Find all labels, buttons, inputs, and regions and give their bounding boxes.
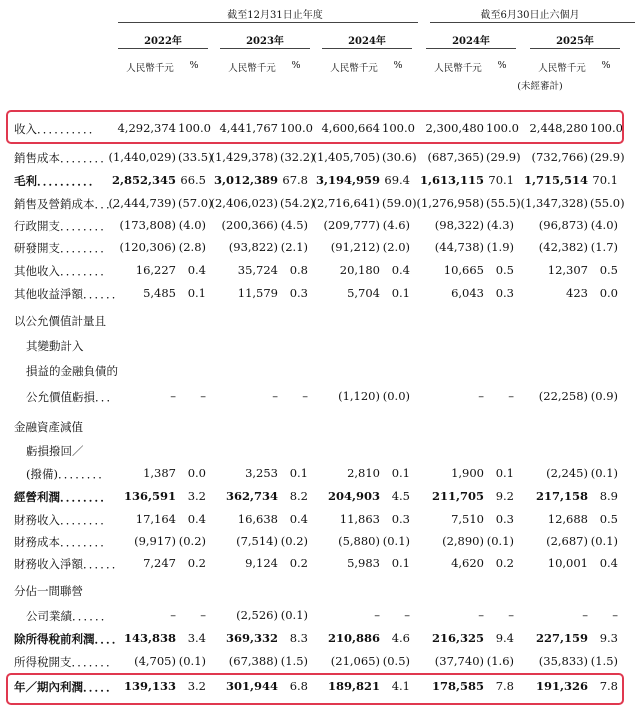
percent-cell: (0.1) <box>280 608 308 622</box>
row-label: 所得稅開支．．．．．．． <box>14 655 118 669</box>
percent-cell: (2.8) <box>178 240 206 254</box>
amount-cell: (173,808) <box>119 218 176 232</box>
percent-cell: 0.2 <box>289 556 308 570</box>
percent-cell: 0.1 <box>495 466 514 480</box>
percent-cell: (1.7) <box>590 240 618 254</box>
amount-cell: (7,514) <box>236 534 278 548</box>
row-label: 公允價值虧損．．． <box>26 390 118 404</box>
percent-cell: – <box>508 608 514 622</box>
percent-cell: 0.4 <box>187 263 206 277</box>
percent-cell: (55.5) <box>486 196 521 210</box>
percent-cell: (29.9) <box>590 150 625 164</box>
percent-cell: (2.0) <box>382 240 410 254</box>
percent-cell: 6.8 <box>289 679 308 693</box>
percent-cell: 4.6 <box>391 631 410 645</box>
header-group-interim-rule <box>430 22 635 23</box>
percent-cell: (1.6) <box>486 654 514 668</box>
amount-cell: (2,716,641) <box>312 196 380 210</box>
percent-cell: 9.4 <box>495 631 514 645</box>
unit-rmb-2025-h1: 人民幣千元 <box>538 63 586 74</box>
percent-cell: 0.4 <box>599 556 618 570</box>
amount-cell: 4,620 <box>451 556 484 570</box>
amount-cell: (42,382) <box>538 240 588 254</box>
row-label: 其他收益淨額．．．．．． <box>14 287 124 301</box>
percent-cell: (0.1) <box>486 534 514 548</box>
unit-rmb-2022: 人民幣千元 <box>126 63 174 74</box>
amount-cell: (209,777) <box>323 218 380 232</box>
amount-cell: (732,766) <box>531 150 588 164</box>
amount-cell: 3,012,389 <box>213 173 278 187</box>
unit-pct-2024-h1: % <box>497 60 507 71</box>
percent-cell: 3.2 <box>187 679 206 693</box>
amount-cell: 1,900 <box>451 466 484 480</box>
amount-cell: 2,448,280 <box>529 121 588 135</box>
percent-cell: (0.2) <box>178 534 206 548</box>
year-header-2024-h1: 2024年 <box>452 36 490 47</box>
amount-cell: (120,306) <box>119 240 176 254</box>
amount-cell: 204,903 <box>327 489 380 503</box>
amount-cell: 20,180 <box>339 263 380 277</box>
percent-cell: 0.3 <box>495 512 514 526</box>
amount-cell: 4,441,767 <box>219 121 278 135</box>
percent-cell: (4.3) <box>486 218 514 232</box>
percent-cell: (29.9) <box>486 150 521 164</box>
amount-cell: (4,705) <box>134 654 176 668</box>
year-rule-2024 <box>322 48 412 49</box>
unit-pct-2022: % <box>189 60 199 71</box>
row-label: 以公允價值計量且 <box>14 314 106 328</box>
table-row <box>0 336 640 356</box>
table-row <box>0 361 640 381</box>
amount-cell: (1,276,958) <box>416 196 484 210</box>
amount-cell: (93,822) <box>228 240 278 254</box>
amount-cell: 210,886 <box>327 631 380 645</box>
amount-cell: 5,485 <box>143 286 176 300</box>
percent-cell: 67.8 <box>282 173 308 187</box>
percent-cell: (4.0) <box>178 218 206 232</box>
amount-cell: 4,600,664 <box>321 121 380 135</box>
amount-cell: 211,705 <box>431 489 484 503</box>
amount-cell: 16,227 <box>135 263 176 277</box>
amount-cell: 5,983 <box>347 556 380 570</box>
amount-cell: 3,253 <box>245 466 278 480</box>
percent-cell: (30.6) <box>382 150 417 164</box>
unit-rmb-2024-h1: 人民幣千元 <box>434 63 482 74</box>
percent-cell: 8.2 <box>289 489 308 503</box>
table-row <box>0 148 640 168</box>
amount-cell: 301,944 <box>225 679 278 693</box>
table-row <box>0 532 640 552</box>
percent-cell: (0.1) <box>382 534 410 548</box>
header-group-annual-rule <box>118 22 418 23</box>
row-label: 財務收入．．．．．．．． <box>14 513 112 527</box>
percent-cell: (0.1) <box>590 466 618 480</box>
row-label: 經營利潤．．．．．．．． <box>14 490 112 504</box>
percent-cell: 0.4 <box>391 263 410 277</box>
table-row <box>0 581 640 601</box>
amount-cell: (9,917) <box>134 534 176 548</box>
percent-cell: 0.0 <box>187 466 206 480</box>
amount-cell: (22,258) <box>538 389 588 403</box>
percent-cell: (59.0) <box>382 196 417 210</box>
amount-cell: 178,585 <box>431 679 484 693</box>
highlight-profit-row <box>6 673 624 705</box>
table-row <box>0 261 640 281</box>
table-row <box>0 194 640 214</box>
amount-cell: 191,326 <box>535 679 588 693</box>
percent-cell: 0.2 <box>495 556 514 570</box>
amount-cell: 189,821 <box>327 679 380 693</box>
year-header-2024: 2024年 <box>348 36 386 47</box>
percent-cell: – <box>612 608 618 622</box>
amount-cell: (21,065) <box>330 654 380 668</box>
percent-cell: – <box>200 389 206 403</box>
amount-cell: 4,292,374 <box>117 121 176 135</box>
table-row <box>0 441 640 461</box>
percent-cell: 7.8 <box>495 679 514 693</box>
row-label: 財務收入淨額．．．．．． <box>14 557 124 571</box>
unit-pct-2025-h1: % <box>601 60 611 71</box>
percent-cell: (33.5) <box>178 150 213 164</box>
percent-cell: (54.2) <box>280 196 315 210</box>
amount-cell: 362,734 <box>225 489 278 503</box>
unit-rmb-2024: 人民幣千元 <box>330 63 378 74</box>
row-label: 除所得稅前利潤．．．． <box>14 632 124 646</box>
row-label: (撥備)．．．．．．．． <box>26 467 110 481</box>
percent-cell: 70.1 <box>592 173 618 187</box>
percent-cell: (0.9) <box>590 389 618 403</box>
amount-cell: – <box>374 608 380 622</box>
percent-cell: 0.0 <box>599 286 618 300</box>
unit-pct-2024: % <box>393 60 403 71</box>
amount-cell: 35,724 <box>237 263 278 277</box>
percent-cell: 3.4 <box>187 631 206 645</box>
percent-cell: 0.3 <box>391 512 410 526</box>
amount-cell: (1,440,029) <box>108 150 176 164</box>
percent-cell: 0.4 <box>289 512 308 526</box>
amount-cell: (37,740) <box>434 654 484 668</box>
row-label: 金融資產減值 <box>14 420 83 434</box>
amount-cell: 423 <box>566 286 588 300</box>
row-label: 年／期內利潤．．．．． <box>14 680 118 694</box>
percent-cell: 0.5 <box>599 263 618 277</box>
year-header-2025-h1: 2025年 <box>556 36 594 47</box>
header-group-annual: 截至12月31日止年度 <box>227 10 323 21</box>
table-row <box>0 171 640 191</box>
row-label: 研發開支．．．．．．．． <box>14 241 112 255</box>
amount-cell: 1,613,115 <box>419 173 484 187</box>
percent-cell: 0.4 <box>187 512 206 526</box>
amount-cell: – <box>272 389 278 403</box>
year-header-2023: 2023年 <box>246 36 284 47</box>
amount-cell: 227,159 <box>535 631 588 645</box>
amount-cell: (35,833) <box>538 654 588 668</box>
table-row <box>0 387 640 407</box>
percent-cell: 9.2 <box>495 489 514 503</box>
amount-cell: 1,715,514 <box>523 173 588 187</box>
percent-cell: 100.0 <box>280 121 313 135</box>
amount-cell: (2,406,023) <box>210 196 278 210</box>
percent-cell: 0.1 <box>391 466 410 480</box>
percent-cell: 0.2 <box>187 556 206 570</box>
percent-cell: 0.1 <box>391 556 410 570</box>
amount-cell: 12,688 <box>547 512 588 526</box>
amount-cell: – <box>170 608 176 622</box>
percent-cell: (0.1) <box>178 654 206 668</box>
percent-cell: (0.0) <box>382 389 410 403</box>
row-label: 公司業績．．．．．． <box>26 609 113 623</box>
amount-cell: (687,365) <box>427 150 484 164</box>
amount-cell: (96,873) <box>538 218 588 232</box>
percent-cell: 4.1 <box>391 679 410 693</box>
amount-cell: 6,043 <box>451 286 484 300</box>
amount-cell: 2,810 <box>347 466 380 480</box>
amount-cell: (98,322) <box>434 218 484 232</box>
percent-cell: (32.2) <box>280 150 315 164</box>
percent-cell: (0.2) <box>280 534 308 548</box>
percent-cell: 3.2 <box>187 489 206 503</box>
percent-cell: – <box>200 608 206 622</box>
unit-rmb-2023: 人民幣千元 <box>228 63 276 74</box>
percent-cell: 100.0 <box>590 121 623 135</box>
amount-cell: 16,638 <box>237 512 278 526</box>
percent-cell: (0.1) <box>590 534 618 548</box>
percent-cell: 0.1 <box>289 466 308 480</box>
table-row <box>0 487 640 507</box>
row-label: 其他收入．．．．．．．． <box>14 264 112 278</box>
amount-cell: 136,591 <box>123 489 176 503</box>
amount-cell: (2,526) <box>236 608 278 622</box>
table-row <box>0 311 640 331</box>
amount-cell: 7,247 <box>143 556 176 570</box>
amount-cell: 5,704 <box>347 286 380 300</box>
percent-cell: 0.3 <box>495 286 514 300</box>
amount-cell: (1,405,705) <box>312 150 380 164</box>
row-label: 損益的金融負債的 <box>26 364 118 378</box>
year-rule-2023 <box>220 48 310 49</box>
percent-cell: (57.0) <box>178 196 213 210</box>
header-group-interim: 截至6月30日止六個月 <box>480 10 580 21</box>
table-row <box>0 606 640 626</box>
table-row <box>0 216 640 236</box>
year-rule-2022 <box>118 48 208 49</box>
amount-cell: 10,665 <box>443 263 484 277</box>
percent-cell: – <box>404 608 410 622</box>
amount-cell: 12,307 <box>547 263 588 277</box>
percent-cell: (0.5) <box>382 654 410 668</box>
percent-cell: – <box>508 389 514 403</box>
amount-cell: 1,387 <box>143 466 176 480</box>
percent-cell: (4.5) <box>280 218 308 232</box>
percent-cell: 0.3 <box>289 286 308 300</box>
table-row <box>0 417 640 437</box>
table-row <box>0 629 640 649</box>
amount-cell: – <box>478 608 484 622</box>
amount-cell: (5,880) <box>338 534 380 548</box>
amount-cell: 2,300,480 <box>425 121 484 135</box>
percent-cell: 70.1 <box>488 173 514 187</box>
amount-cell: – <box>582 608 588 622</box>
table-row <box>0 284 640 304</box>
amount-cell: 11,863 <box>339 512 380 526</box>
percent-cell: 8.9 <box>599 489 618 503</box>
row-label: 銷售及營銷成本．．．． <box>14 197 124 211</box>
percent-cell: 0.5 <box>599 512 618 526</box>
amount-cell: (200,366) <box>221 218 278 232</box>
amount-cell: 2,852,345 <box>111 173 176 187</box>
row-label: 財務成本．．．．．．．． <box>14 535 112 549</box>
amount-cell: – <box>170 389 176 403</box>
percent-cell: (1.5) <box>590 654 618 668</box>
percent-cell: (1.9) <box>486 240 514 254</box>
row-label: 銷售成本．．．．．．．． <box>14 151 112 165</box>
amount-cell: 217,158 <box>535 489 588 503</box>
amount-cell: (91,212) <box>330 240 380 254</box>
percent-cell: 100.0 <box>486 121 519 135</box>
row-label: 分佔一間聯營 <box>14 584 83 598</box>
unaudited-note: (未經審計) <box>517 81 563 92</box>
unit-pct-2023: % <box>291 60 301 71</box>
percent-cell: 100.0 <box>178 121 211 135</box>
row-label: 行政開支．．．．．．．． <box>14 219 112 233</box>
percent-cell: – <box>302 389 308 403</box>
year-header-2022: 2022年 <box>144 36 182 47</box>
row-label: 收入．．．．．．．．．． <box>14 122 101 136</box>
percent-cell: 0.1 <box>391 286 410 300</box>
amount-cell: 7,510 <box>451 512 484 526</box>
amount-cell: (1,120) <box>338 389 380 403</box>
percent-cell: 66.5 <box>180 173 206 187</box>
percent-cell: 7.8 <box>599 679 618 693</box>
amount-cell: (2,687) <box>546 534 588 548</box>
amount-cell: 9,124 <box>245 556 278 570</box>
row-label: 虧損撥回／ <box>26 444 84 458</box>
percent-cell: 0.5 <box>495 263 514 277</box>
percent-cell: (4.0) <box>590 218 618 232</box>
percent-cell: 9.3 <box>599 631 618 645</box>
amount-cell: (44,738) <box>434 240 484 254</box>
table-row <box>0 652 640 672</box>
table-row <box>0 554 640 574</box>
amount-cell: (2,444,739) <box>108 196 176 210</box>
table-row <box>0 464 640 484</box>
amount-cell: 11,579 <box>237 286 278 300</box>
percent-cell: (1.5) <box>280 654 308 668</box>
percent-cell: 69.4 <box>384 173 410 187</box>
amount-cell: (2,245) <box>546 466 588 480</box>
row-label: 毛利．．．．．．．．．． <box>14 174 101 188</box>
amount-cell: (1,429,378) <box>210 150 278 164</box>
percent-cell: 8.3 <box>289 631 308 645</box>
amount-cell: 369,332 <box>225 631 278 645</box>
year-rule-2024-h1 <box>426 48 516 49</box>
amount-cell: (1,347,328) <box>520 196 588 210</box>
percent-cell: (2.1) <box>280 240 308 254</box>
percent-cell: (4.6) <box>382 218 410 232</box>
percent-cell: (55.0) <box>590 196 625 210</box>
amount-cell: 10,001 <box>547 556 588 570</box>
amount-cell: 3,194,959 <box>315 173 380 187</box>
table-row <box>0 510 640 530</box>
amount-cell: – <box>478 389 484 403</box>
amount-cell: 216,325 <box>431 631 484 645</box>
amount-cell: (2,890) <box>442 534 484 548</box>
amount-cell: (67,388) <box>228 654 278 668</box>
amount-cell: 139,133 <box>123 679 176 693</box>
row-label: 其變動計入 <box>26 339 84 353</box>
amount-cell: 17,164 <box>135 512 176 526</box>
table-row <box>0 238 640 258</box>
percent-cell: 0.8 <box>289 263 308 277</box>
percent-cell: 4.5 <box>391 489 410 503</box>
percent-cell: 100.0 <box>382 121 415 135</box>
percent-cell: 0.1 <box>187 286 206 300</box>
highlight-revenue-row <box>6 110 624 144</box>
year-rule-2025-h1 <box>530 48 620 49</box>
amount-cell: 143,838 <box>123 631 176 645</box>
